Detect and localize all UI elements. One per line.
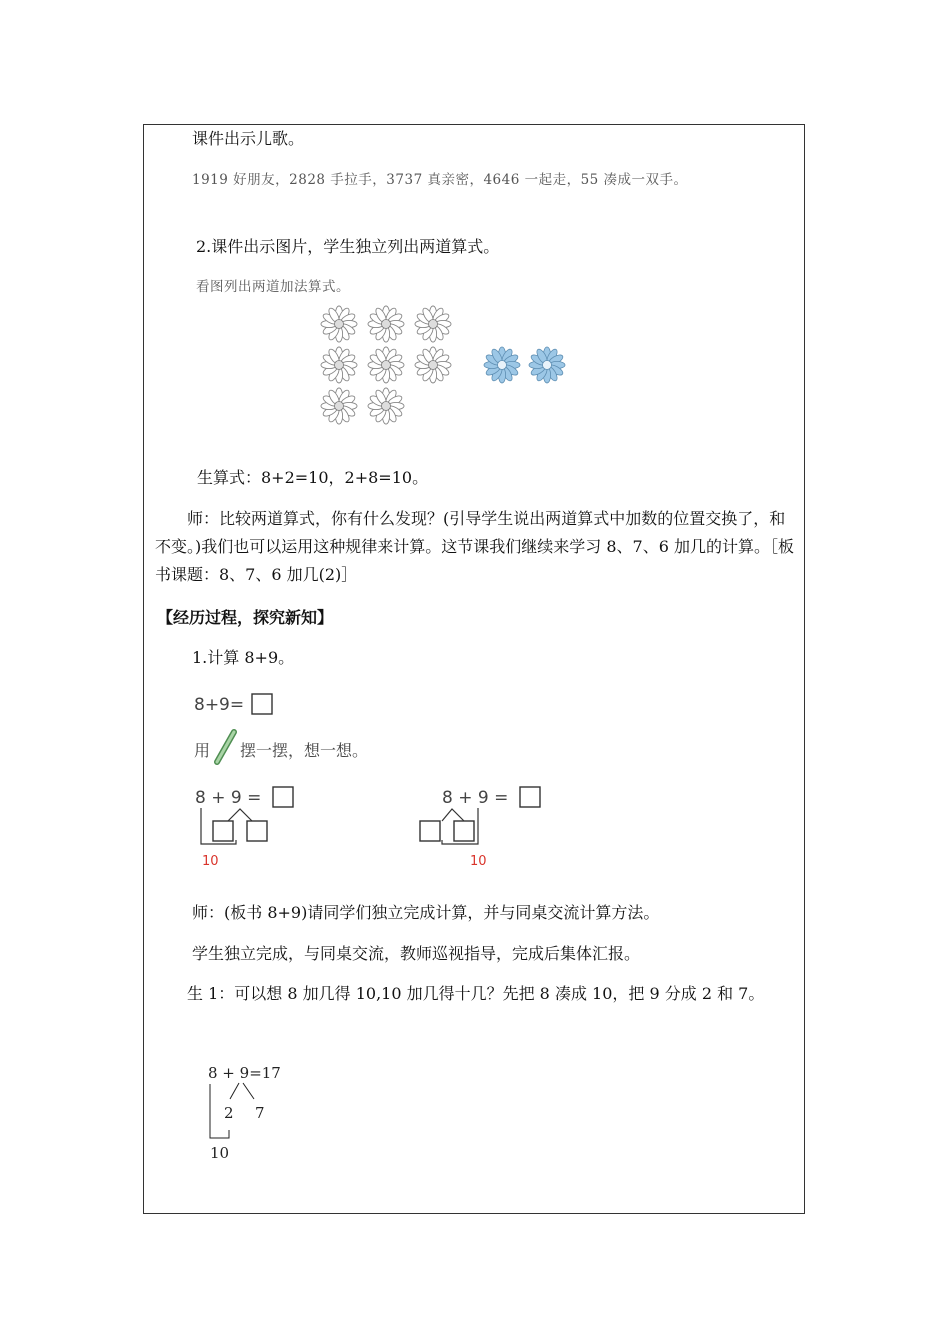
right-part-box (247, 821, 267, 841)
left-ten-label: 10 (202, 854, 219, 869)
left-split-lines (228, 809, 252, 821)
right-diagram-part-box-1 (420, 821, 440, 841)
right-bracket (442, 808, 478, 844)
item-2-line: 2.课件出示图片，学生独立列出两道算式。 (196, 237, 500, 256)
right-ten-label: 10 (470, 854, 487, 869)
teacher-board-line: 师：(板书 8+9)请同学们独立完成计算，并与同桌交流计算方法。 (192, 903, 660, 922)
right-split-lines (442, 809, 464, 821)
blue-flower (484, 347, 520, 383)
white-flower (368, 388, 404, 424)
stick-icon (217, 732, 234, 762)
solution-part-7: 7 (255, 1104, 265, 1122)
white-flower (368, 306, 404, 342)
instruction-suffix: 摆一摆，想一想。 (240, 741, 369, 760)
teacher-compare-paragraph: 师：比较两道算式，你有什么发现？(引导学生说出两道算式中加数的位置交换了，和不变。)我们也可以运用这种规律来计算。这节课我们继续来学习 8、7、6 加几的计算。［板书课题：8、7、6 加几(2)］ (155, 509, 794, 584)
solution-part-2: 2 (224, 1104, 234, 1122)
left-part-box (213, 821, 233, 841)
white-flower (321, 306, 357, 342)
figure-equation: 8+9= (194, 695, 245, 715)
white-flower (415, 347, 451, 383)
student-formula: 生算式：8+2=10，2+8=10。 (197, 468, 429, 487)
courseware-rhyme-line: 课件出示儿歌。 (192, 129, 305, 148)
item-1-line: 1.计算 8+9。 (192, 648, 295, 667)
white-flower (321, 347, 357, 383)
left-equation: 8 + 9 = (195, 788, 262, 808)
solution-ten: 10 (210, 1144, 230, 1162)
rhyme-text: 1919 好朋友，2828 手拉手，3737 真亲密，4646 一起走，55 凑成一双手。 (192, 172, 688, 188)
solution-diagram (198, 1058, 308, 1168)
section-title: 【经历过程，探究新知】 (157, 608, 334, 627)
flowers-picture (310, 298, 580, 433)
right-answer-box (520, 787, 540, 807)
white-flower (415, 306, 451, 342)
picture-caption: 看图列出两道加法算式。 (196, 279, 350, 295)
right-equation: 8 + 9 = (442, 788, 509, 808)
answer-box (252, 694, 272, 714)
left-answer-box (273, 787, 293, 807)
white-flower (321, 388, 357, 424)
blue-flower (529, 347, 565, 383)
solution-equation: 8 + 9=17 (208, 1064, 281, 1082)
figure-8-plus-9 (190, 688, 560, 873)
students-complete-line: 学生独立完成，与同桌交流，教师巡视指导，完成后集体汇报。 (192, 944, 641, 963)
white-flower (368, 347, 404, 383)
student-1-paragraph: 生 1：可以想 8 加几得 10,10 加几得十几？先把 8 凑成 10，把 9 分成 2 和 7。 (187, 984, 765, 1003)
solution-split-lines (230, 1083, 254, 1099)
left-bracket (201, 808, 236, 844)
instruction-prefix: 用 (194, 741, 211, 760)
right-diagram-part-box-2 (454, 821, 474, 841)
